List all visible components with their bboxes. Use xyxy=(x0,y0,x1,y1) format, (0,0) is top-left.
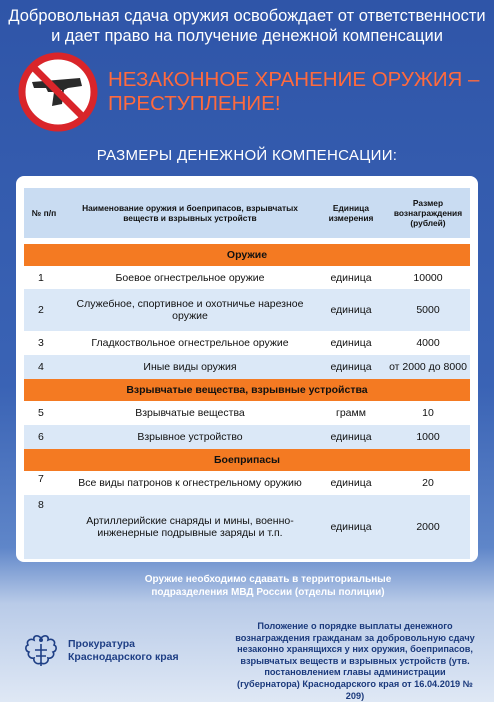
row-number: 1 xyxy=(24,266,64,289)
row-number: 3 xyxy=(24,331,64,355)
row-number: 5 xyxy=(24,401,64,425)
headline: Добровольная сдача оружия освобождает от ответственности и дает право на получение денежной компенсации xyxy=(8,7,486,45)
row-amount: 1000 xyxy=(386,425,470,449)
row-name: Боевое огнестрельное оружие xyxy=(64,266,316,289)
row-amount: 5000 xyxy=(386,289,470,331)
row-unit: единица xyxy=(316,495,386,559)
agency-line-1: Прокуратура xyxy=(68,638,135,650)
compensation-table xyxy=(24,188,470,559)
table-row xyxy=(24,495,470,559)
row-unit: единица xyxy=(316,355,386,379)
row-amount: 20 xyxy=(386,471,470,495)
section-row-weapons xyxy=(24,244,470,266)
row-unit: единица xyxy=(316,289,386,331)
row-name: Артиллерийские снаряды и мины, военно-инженерные подрывные заряды и т.п. xyxy=(64,495,316,559)
no-gun-icon xyxy=(18,52,98,132)
row-number: 4 xyxy=(24,355,64,379)
section-row-explosives xyxy=(24,379,470,401)
row-number: 7 xyxy=(24,471,64,495)
row-amount: от 2000 до 8000 xyxy=(386,355,470,379)
section-title: Боеприпасы xyxy=(24,449,470,471)
table-row xyxy=(24,331,470,355)
section-title: Взрывчатые вещества, взрывные устройства xyxy=(24,379,470,401)
eagle-emblem-icon xyxy=(22,632,60,672)
row-unit: единица xyxy=(316,331,386,355)
row-unit: грамм xyxy=(316,401,386,425)
row-number: 2 xyxy=(24,289,64,331)
row-amount: 2000 xyxy=(386,495,470,559)
row-amount: 10 xyxy=(386,401,470,425)
compensation-table-card xyxy=(16,176,478,562)
row-unit: единица xyxy=(316,425,386,449)
table-row xyxy=(24,289,470,331)
section-row-ammunition xyxy=(24,449,470,471)
row-name: Взрывчатые вещества xyxy=(64,401,316,425)
handover-note: Оружие необходимо сдавать в территориальные подразделения МВД России (отделы полиции) xyxy=(144,574,392,598)
section-title: Оружие xyxy=(24,244,470,266)
row-name: Гладкоствольное огнестрельное оружие xyxy=(64,331,316,355)
table-row xyxy=(24,266,470,289)
row-number: 8 xyxy=(24,495,64,559)
warning-text: НЕЗАКОННОЕ ХРАНЕНИЕ ОРУЖИЯ – ПРЕСТУПЛЕНИЕ! xyxy=(108,68,480,115)
row-unit: единица xyxy=(316,471,386,495)
row-amount: 4000 xyxy=(386,331,470,355)
row-name: Взрывное устройство xyxy=(64,425,316,449)
row-name: Иные виды оружия xyxy=(64,355,316,379)
table-header-row xyxy=(24,188,470,238)
table-row xyxy=(24,401,470,425)
table-row xyxy=(24,425,470,449)
table-row xyxy=(24,471,470,495)
row-number: 6 xyxy=(24,425,64,449)
row-name: Служебное, спортивное и охотничье нарезное оружие xyxy=(64,289,316,331)
row-name: Все виды патронов к огнестрельному оружию xyxy=(64,471,316,495)
row-unit: единица xyxy=(316,266,386,289)
table-title: РАЗМЕРЫ ДЕНЕЖНОЙ КОМПЕНСАЦИИ: xyxy=(96,147,398,164)
header-number: № п/п xyxy=(24,188,64,238)
row-amount: 10000 xyxy=(386,266,470,289)
regulation-reference: Положение о порядке выплаты денежного вознаграждения гражданам за добровольную сдачу незаконно хранящихся у них оружия, боеприпасов, взрывчатых веществ и взрывных устройств (утв. постановлением главы администрации (губернатора) Краснодарского края от 16.04.2019 № 209) xyxy=(235,621,475,701)
table-row xyxy=(24,355,470,379)
header-amount: Размер вознаграждения (рублей) xyxy=(386,188,470,238)
header-unit: Единица измерения xyxy=(316,188,386,238)
agency-name xyxy=(68,638,179,664)
header-name: Наименование оружия и боеприпасов, взрывчатых веществ и взрывных устройств xyxy=(64,188,316,238)
agency-line-2: Краснодарского края xyxy=(68,651,179,663)
